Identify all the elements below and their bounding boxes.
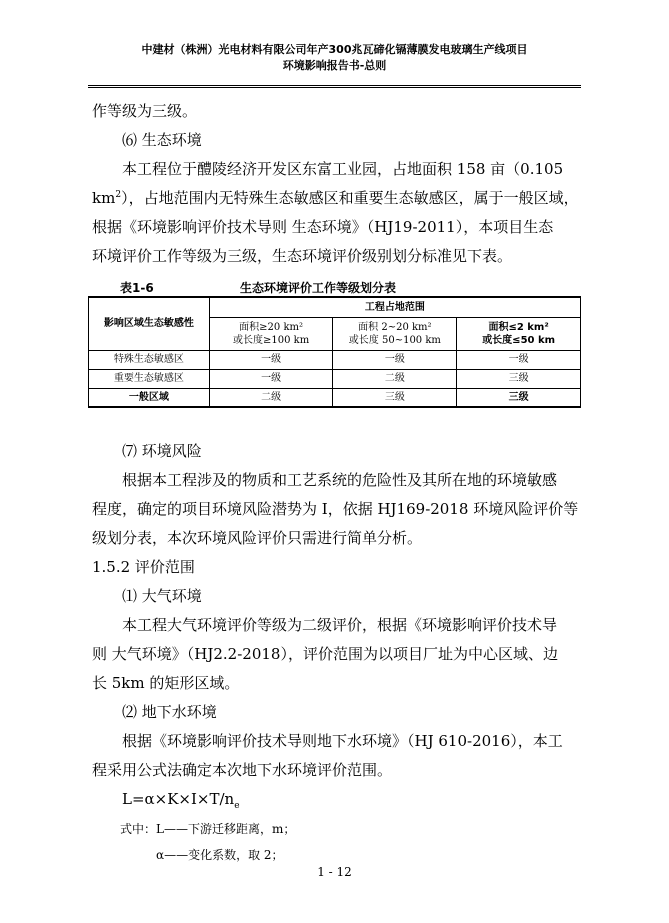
page-number: 1 - 12 <box>317 865 352 879</box>
table-group-header: 工程占地范围 <box>209 297 580 317</box>
table-number: 表1-6 <box>120 281 154 295</box>
table-cell: 一级 <box>209 369 333 388</box>
formula-main: L=α×K×I×T/n <box>122 790 235 808</box>
table-cell: 特殊生态敏感区 <box>89 350 210 369</box>
formula-subscript: e <box>234 801 240 811</box>
formula-legend-line: α——变化系数，取 2； <box>156 848 284 862</box>
superscript: 2 <box>115 190 122 200</box>
table-cell: 三级 <box>457 388 581 407</box>
paragraph-line: 则 大气环境》（HJ2.2-2018），评价范围为以项目厂址为中心区域、边 <box>92 645 558 663</box>
col-header-line: 或长度≥100 km <box>232 334 310 346</box>
table-cell: 二级 <box>333 369 457 388</box>
table-cell: 重要生态敏感区 <box>89 369 210 388</box>
paragraph-line: 作等级为三级。 <box>92 102 198 120</box>
paragraph-line: 级划分表，本次环境风险评价只需进行简单分析。 <box>92 529 423 547</box>
paragraph-line: 环境评价工作等级为三级，生态环境评价级别划分标准见下表。 <box>92 247 513 265</box>
table-row <box>89 369 581 388</box>
text-km: km <box>92 189 116 207</box>
section-heading-groundwater: ⑵ 地下水环境 <box>122 703 217 721</box>
header-title: 中建材（株洲）光电材料有限公司年产300兆瓦碲化镉薄膜发电玻璃生产线项目 <box>141 43 528 56</box>
header-rule <box>88 85 581 86</box>
table-cell: 一级 <box>209 350 333 369</box>
table-col-header <box>333 317 457 350</box>
section-heading-air: ⑴ 大气环境 <box>122 587 202 605</box>
col-header-line: 面积≥20 km² <box>239 321 303 333</box>
formula-legend-line: 式中：L——下游迁移距离，m； <box>120 822 296 836</box>
paragraph-line: 根据《环境影响评价技术导则地下水环境》（HJ 610-2016），本工 <box>122 732 563 750</box>
col-header-line: 或长度 50~100 km <box>348 334 441 346</box>
table-cell: 三级 <box>333 388 457 407</box>
table-row <box>89 388 581 407</box>
formula <box>122 790 240 811</box>
col-header-line: 面积≤2 km² <box>488 321 549 333</box>
table-col-header <box>457 317 581 350</box>
paragraph-line: 程采用公式法确定本次地下水环境评价范围。 <box>92 761 393 779</box>
col-header-line: 或长度≤50 km <box>482 334 556 346</box>
paragraph-line <box>92 189 579 207</box>
table-cell: 二级 <box>209 388 333 407</box>
section-heading-ecology: ⑹ 生态环境 <box>122 131 202 149</box>
paragraph-line: 根据本工程涉及的物质和工艺系统的危险性及其所在地的环境敏感 <box>122 471 558 489</box>
ecology-grade-table <box>88 296 581 408</box>
table-title: 生态环境评价工作等级划分表 <box>240 281 397 295</box>
table-cell: 一级 <box>333 350 457 369</box>
table-row <box>89 350 581 369</box>
section-heading-risk: ⑺ 环境风险 <box>122 442 202 460</box>
section-number-heading: 1.5.2 评价范围 <box>92 558 195 576</box>
table-cell: 一级 <box>457 350 581 369</box>
paragraph-line: 本工程大气环境评价等级为二级评价，根据《环境影响评价技术导 <box>122 616 558 634</box>
paragraph-line: 根据《环境影响评价技术导则 生态环境》（HJ19-2011），本项目生态 <box>92 218 554 236</box>
paragraph-line: 程度，确定的项目环境风险潜势为 I，依据 HJ169-2018 环境风险评价等 <box>92 500 579 518</box>
paragraph-line: 长 5km 的矩形区域。 <box>92 674 240 692</box>
table-row-header: 影响区域生态敏感性 <box>89 297 210 350</box>
header-subtitle: 环境影响报告书-总则 <box>282 59 387 72</box>
table-col-header <box>209 317 333 350</box>
page-header <box>88 42 581 74</box>
table-cell: 三级 <box>457 369 581 388</box>
text-rest: ），占地范围内无特殊生态敏感区和重要生态敏感区，属于一般区域， <box>121 189 579 207</box>
paragraph-line: 本工程位于醴陵经济开发区东富工业园，占地面积 158 亩（0.105 <box>122 160 564 178</box>
col-header-line: 面积 2~20 km² <box>358 321 432 333</box>
header-rule-thin <box>88 87 581 88</box>
table-cell: 一般区域 <box>89 388 210 407</box>
